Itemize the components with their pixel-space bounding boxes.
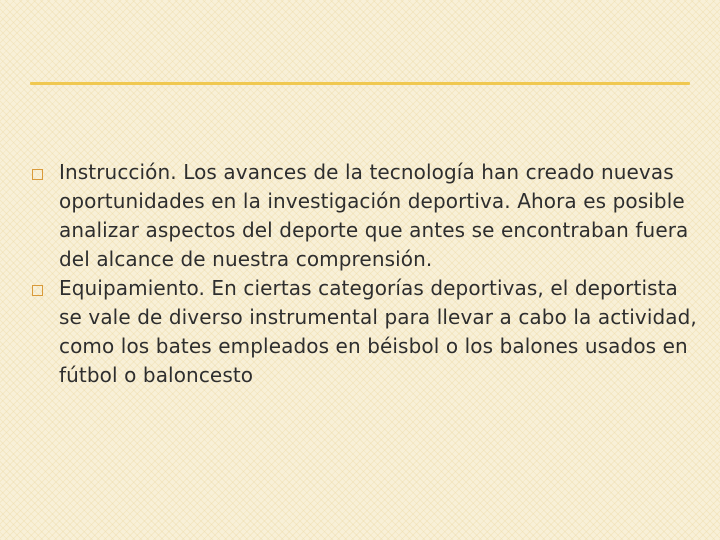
bullet-item-instruccion xyxy=(28,158,700,274)
bullet-text: Equipamiento. En ciertas categorías deportivas, el deportista se vale de diverso instrumental para llevar a cabo la actividad, como los bates empleados en béisbol o los balones usados en fútbol o baloncesto xyxy=(59,276,697,387)
bullet-item-equipamiento xyxy=(28,274,700,390)
square-bullet-icon xyxy=(32,169,43,180)
square-bullet-icon xyxy=(32,285,43,296)
bullet-list xyxy=(28,158,700,390)
bullet-text: Instrucción. Los avances de la tecnología han creado nuevas oportunidades en la investigación deportiva. Ahora es posible analizar aspectos del deporte que antes se encontraban fuera del alcance de nuestra comprensión. xyxy=(59,160,689,271)
title-divider xyxy=(30,82,690,85)
